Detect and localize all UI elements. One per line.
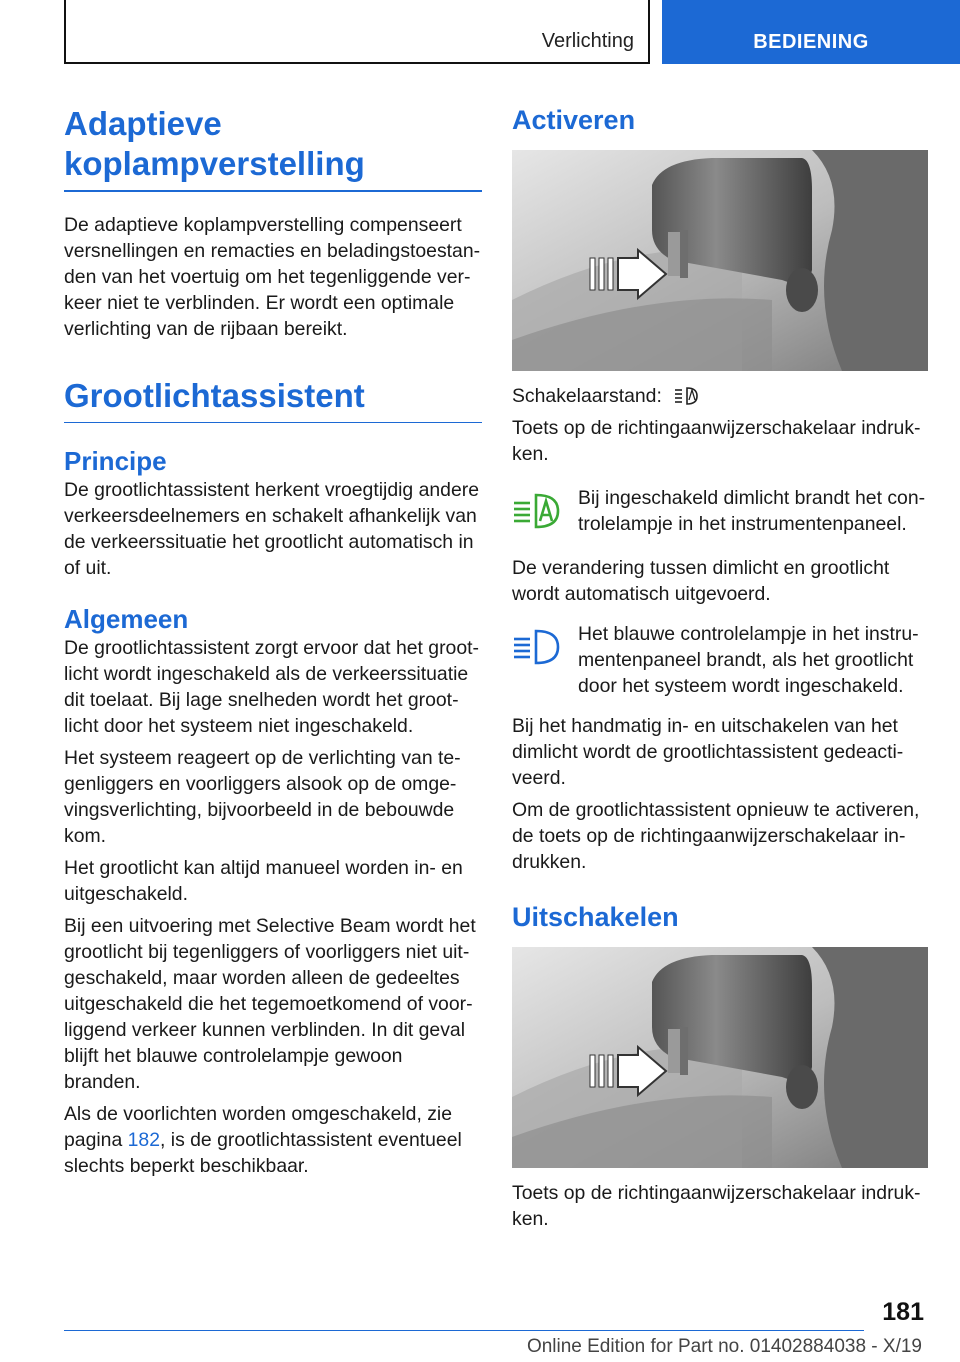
green-indicator-note [512,485,930,537]
left-column [64,104,482,1179]
paragraph-blue-indicator: Het blauwe controlelampje in het instrumentenpaneel brandt, als het grootlicht door het systeem wordt ingeschakeld. [578,623,919,697]
paragraph-reactivate: Om de grootlichtassistent opnieuw te activeren, de toets op de richtingaanwijzerschakelaar indrukken. [512,799,920,873]
paragraph-algemeen-3: Het grootlicht kan altijd manueel worden in- en uitgeschakeld. [64,857,463,905]
paragraph-press-button-1: Toets op de richtingaanwijzerschakelaar indrukken. [512,417,921,465]
header-left-divider [64,0,66,64]
paragraph-algemeen-4: Bij een uitvoering met Selective Beam wordt het grootlicht bij tegenliggers of voorliggers niet uitgeschakeld, maar worden alleen de gedeeltes uitgeschakeld die het tegemoetkomend of voorliggend verkeer kunnen verblinden. In dit geval blijft het blauwe controlelampje gewoon branden. [64,915,476,1093]
footer-edition: Online Edition for Part no. 01402884038 - X/19 [526,1336,922,1357]
paragraph-press-button-2: Toets op de richtingaanwijzerschakelaar indrukken. [512,1182,921,1230]
turn-signal-lever-image [512,150,928,371]
header-section-title: Verlichting [541,30,634,52]
icon-cell [512,485,578,536]
paragraph-switch-position [512,383,930,409]
paragraph-algemeen-1: De grootlichtassistent zorgt ervoor dat het grootlicht wordt ingeschakeld als de verkeerssituatie dit toelaat. Bij lage snelheden wordt het grootlicht door het systeem niet ingeschakeld. [64,637,479,737]
high-beam-blue-indicator-icon [512,627,560,667]
lever-illustration [512,150,928,371]
high-beam-assistant-switch-icon [673,384,699,406]
heading-adaptive-headlights: Adaptieve koplampverstelling [64,105,365,182]
paragraph-text-start: Als de voorlichten worden omgeschakeld, zie pagina [64,1103,453,1151]
switch-position-label: Schakelaarstand: [512,385,662,407]
paragraph-change: De verandering tussen dimlicht en grootlicht wordt automatisch uitgevoerd. [512,557,890,605]
turn-signal-lever-image-2 [512,947,928,1168]
paragraph-text-end: , is de grootlichtassistent eventueel slechts beperkt beschikbaar. [64,1129,462,1177]
heading-uitschakelen: Uitschakelen [512,902,679,932]
paragraph-adaptive: De adaptieve koplampverstelling compenseert versnellingen en remacties en beladingstoestanden van het voertuig om het tegenliggende verkeer niet te verblinden. Er wordt een optimale verlichting van de rijbaan bereikt. [64,213,481,340]
auto-high-beam-green-indicator-icon [512,491,560,531]
paragraph-principe: De grootlichtassistent herkent vroegtijdig andere verkeersdeelnemers en schakelt afhankelijk van de verkeerssituatie het grootlicht automatisch in of uit. [64,479,479,579]
paragraph-algemeen-2: Het systeem reageert op de verlichting van tegenliggers en voorliggers alsook op de omgevingsverlichting, bijvoorbeeld in de bebouwde kom. [64,747,461,847]
header-right-divider [648,0,650,64]
page-number: 181 [882,1298,924,1326]
heading-principe: Principe [64,446,167,476]
lever-illustration [512,947,928,1168]
paragraph-algemeen-5 [64,1101,482,1179]
paragraph-manual: Bij het handmatig in- en uitschakelen van het dimlicht wordt de grootlichtassistent gedeactiveerd. [512,715,904,789]
blue-indicator-note [512,621,930,699]
heading-activeren: Activeren [512,105,636,135]
footer-rule [64,1330,864,1331]
heading-algemeen: Algemeen [64,604,189,634]
heading-high-beam-assistant: Grootlichtassistent [64,376,365,414]
heading-rule [64,190,482,192]
paragraph-green-indicator: Bij ingeschakeld dimlicht brandt het controlelampje in het instrumentenpaneel. [578,487,926,535]
heading-rule [64,422,482,424]
header-rule [64,62,650,64]
page-reference-link[interactable]: 182 [127,1129,160,1151]
header-chapter-tab: BEDIENING [662,0,960,64]
right-column [512,104,930,1232]
icon-cell [512,621,578,672]
